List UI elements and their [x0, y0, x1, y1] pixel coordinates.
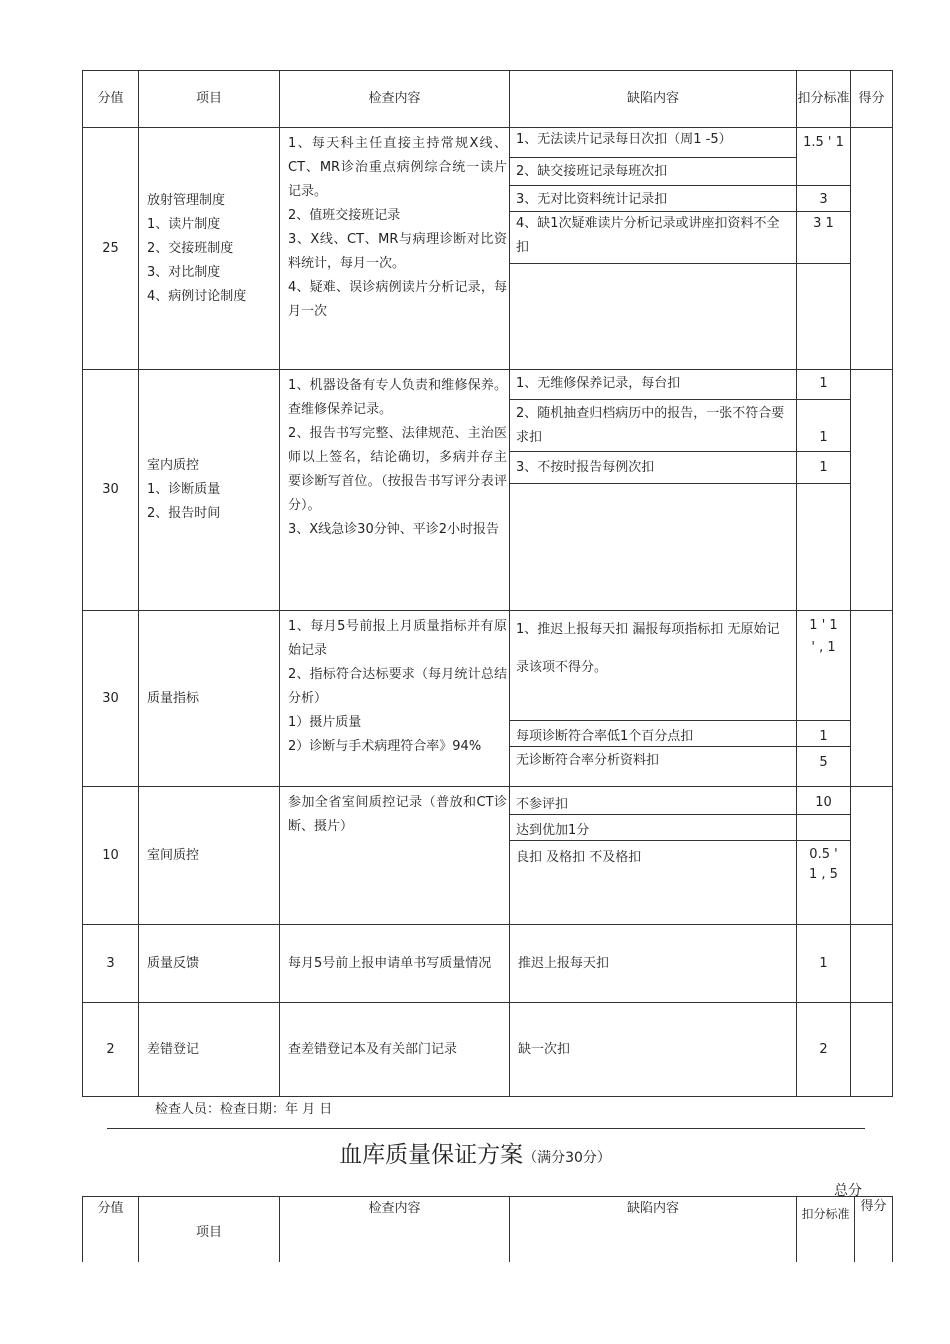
table-header-row	[83, 71, 893, 128]
row-check	[280, 370, 510, 611]
row-defects	[510, 611, 797, 787]
row-item	[139, 787, 280, 925]
deduct-value: 2	[819, 1041, 828, 1057]
total-score-label: 总分	[834, 1183, 862, 1199]
check-line: 1、每天科主任直接主持常规X线、CT、MR诊治重点病例综合统一读片记录。	[288, 136, 507, 199]
deduct-value: 1	[797, 452, 850, 484]
row-score: 2	[83, 1003, 139, 1097]
check-line: 1）摄片质量	[288, 715, 362, 730]
item-line: 质量指标	[147, 690, 200, 706]
row-got	[851, 787, 893, 925]
table-row	[83, 370, 893, 611]
blood-bank-table	[82, 1196, 893, 1262]
inspector-date-line: 检查人员：检查日期：年 月 日	[155, 1102, 333, 1117]
row-defects	[510, 1003, 797, 1097]
header-deduct: 扣分标准	[797, 1197, 855, 1263]
row-check	[280, 787, 510, 925]
row-score: 3	[83, 925, 139, 1003]
deduct-value: 1 ' 1 ' , 1	[797, 611, 850, 721]
row-score: 30	[83, 370, 139, 611]
header-check: 检查内容	[280, 71, 510, 128]
table-row	[83, 787, 893, 925]
row-score: 10	[83, 787, 139, 925]
row-item	[139, 128, 280, 370]
deduct-value: 1	[797, 370, 850, 400]
check-line: 2、指标符合达标要求（每月统计总结分析）	[288, 667, 507, 706]
item-line: 1、读片制度	[147, 216, 221, 232]
item-line: 1、诊断质量	[147, 482, 221, 497]
row-item	[139, 925, 280, 1003]
item-line: 4、病例讨论制度	[147, 288, 247, 304]
deduct-value: 1	[819, 955, 828, 971]
item-line: 室间质控	[147, 847, 200, 863]
table-header-row	[83, 1197, 893, 1263]
row-score: 30	[83, 611, 139, 787]
row-item	[139, 611, 280, 787]
defect-item: 4、缺1次疑难读片分析记录或讲座扣资料不全扣	[510, 212, 796, 264]
row-got	[851, 370, 893, 611]
row-deducts	[797, 370, 851, 611]
row-check	[280, 611, 510, 787]
defect-item: 无诊断符合率分析资料扣	[516, 753, 660, 768]
header-item: 项目	[139, 71, 280, 128]
item-line: 3、对比制度	[147, 264, 221, 280]
check-line: 每月5号前上报申请单书写质量情况	[288, 955, 492, 971]
defect-item: 2、缺交接班记录每班次扣	[510, 158, 796, 186]
header-defect: 缺陷内容	[510, 71, 797, 128]
row-item	[139, 1003, 280, 1097]
defect-item: 3、无对比资料统计记录扣	[510, 186, 796, 212]
row-defects	[510, 787, 797, 925]
defect-item: 良扣 及格扣 不及格扣	[516, 850, 642, 865]
header-defect: 缺陷内容	[510, 1197, 797, 1263]
defect-item: 达到优加1分	[510, 815, 796, 841]
section-divider	[107, 1128, 865, 1129]
row-deducts	[797, 611, 851, 787]
row-item	[139, 370, 280, 611]
row-deducts	[797, 1003, 851, 1097]
defect-item: 1、推迟上报每天扣 漏报每项指标扣 无原始记录该项不得分。	[510, 611, 796, 721]
header-score: 分值	[83, 71, 139, 128]
deduct-value: 3 1	[797, 212, 850, 264]
deduct-value	[797, 815, 850, 841]
deduct-value: 10	[797, 787, 850, 815]
defect-item: 每项诊断符合率低1个百分点扣	[510, 721, 796, 747]
defect-item: 2、随机抽查归档病历中的报告，一张不符合要求扣	[510, 400, 796, 452]
row-deducts	[797, 925, 851, 1003]
check-line: 2、报告书写完整、法律规范、主治医师以上签名，结论确切，多病并存主要诊断写首位。（按报告书写评分表评分）。	[288, 426, 507, 513]
header-score: 分值	[83, 1197, 139, 1263]
section-title-main: 血库质量保证方案	[339, 1142, 524, 1168]
item-line: 2、报告时间	[147, 506, 221, 521]
row-defects	[510, 370, 797, 611]
check-line: 1、每月5号前报上月质量指标并有原始记录	[288, 619, 507, 658]
header-got: 得分	[855, 1197, 893, 1263]
header-deduct: 扣分标准	[797, 71, 851, 128]
check-line: 参加全省室间质控记录（普放和CT诊断、摄片）	[288, 795, 507, 834]
item-line: 2、交接班制度	[147, 240, 234, 256]
row-check	[280, 128, 510, 370]
header-got: 得分	[851, 71, 893, 128]
row-got	[851, 925, 893, 1003]
defect-item: 1、无法读片记录每日次扣（周1 -5）	[510, 128, 796, 158]
deduct-value: 1	[797, 721, 850, 747]
row-got	[851, 611, 893, 787]
defect-item: 3、不按时报告每例次扣	[510, 452, 796, 484]
row-check	[280, 925, 510, 1003]
row-score: 25	[83, 128, 139, 370]
table-row	[83, 1003, 893, 1097]
section-title	[0, 1136, 950, 1169]
check-line: 4、疑难、误诊病例读片分析记录，每月一次	[288, 280, 507, 319]
header-check: 检查内容	[280, 1197, 510, 1263]
check-line: 3、X线急诊30分钟、平诊2小时报告	[288, 522, 499, 537]
section-title-sub: （满分30分）	[523, 1150, 611, 1166]
check-line: 3、X线、CT、MR与病理诊断对比资料统计，每月一次。	[288, 232, 507, 271]
row-got	[851, 1003, 893, 1097]
defect-item: 推迟上报每天扣	[518, 955, 610, 971]
deduct-value: 3	[797, 186, 850, 212]
item-line: 放射管理制度	[147, 192, 226, 208]
check-line: 1、机器设备有专人负责和维修保养。查维修保养记录。	[288, 378, 507, 417]
check-line: 2）诊断与手术病理符合率》94%	[288, 739, 482, 754]
table-row	[83, 128, 893, 370]
deduct-value: 1.5 ' 1	[797, 128, 850, 186]
header-item: 项目	[139, 1197, 280, 1263]
radiology-quality-table	[82, 70, 893, 1097]
check-line: 2、值班交接班记录	[288, 208, 401, 223]
check-line: 查差错登记本及有关部门记录	[288, 1041, 458, 1057]
deduct-value: 5	[819, 755, 828, 770]
deduct-value: 0.5 ' 1 , 5	[809, 847, 838, 882]
deduct-value: 1	[797, 400, 850, 452]
row-deducts	[797, 787, 851, 925]
row-defects	[510, 128, 797, 370]
item-line: 质量反馈	[147, 955, 200, 971]
row-deducts	[797, 128, 851, 370]
row-got	[851, 128, 893, 370]
row-defects	[510, 925, 797, 1003]
defect-item: 缺一次扣	[518, 1041, 571, 1057]
defect-item: 1、无维修保养记录，每台扣	[510, 370, 796, 400]
row-check	[280, 1003, 510, 1097]
item-line: 室内质控	[147, 458, 200, 473]
defect-item: 不参评扣	[510, 787, 796, 815]
table-row	[83, 925, 893, 1003]
item-line: 差错登记	[147, 1041, 200, 1057]
table-row	[83, 611, 893, 787]
